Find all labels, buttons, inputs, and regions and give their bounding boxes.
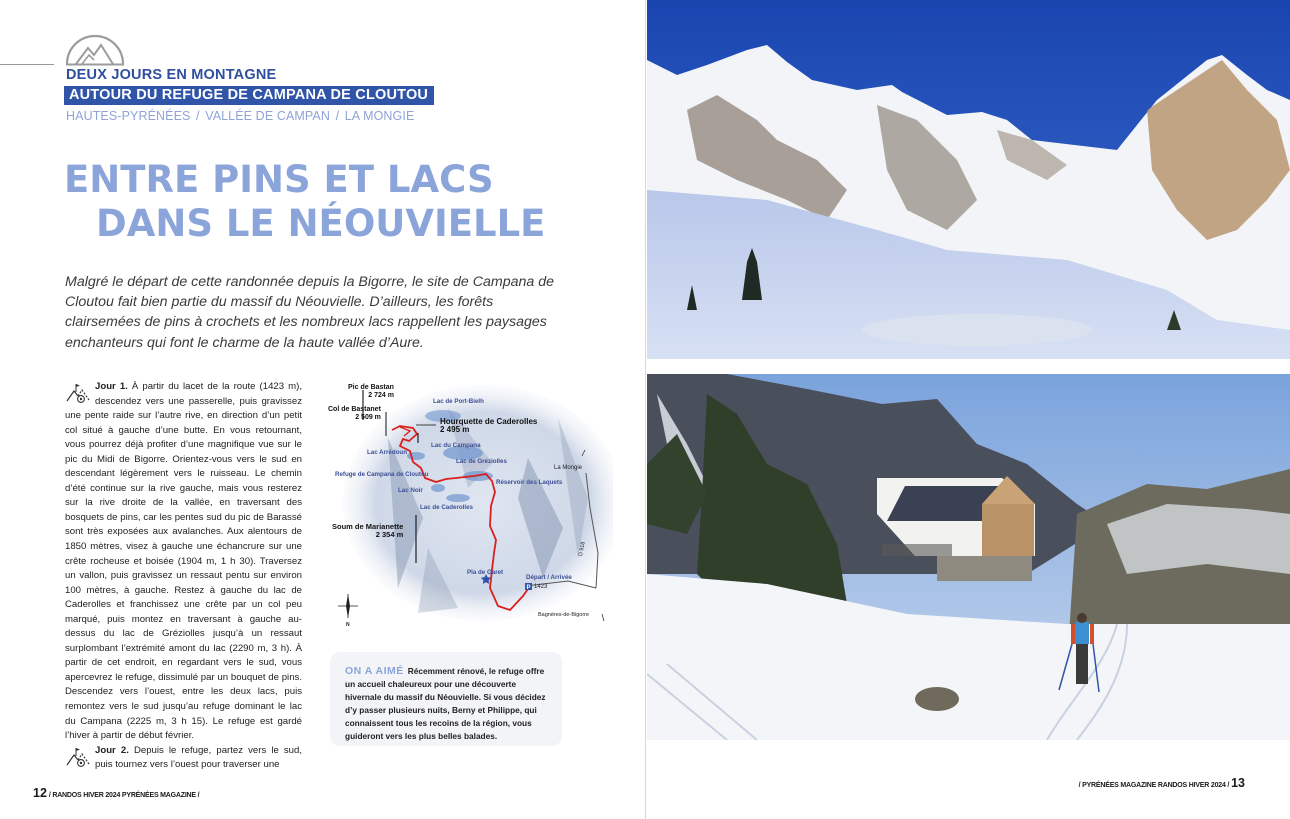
folio-left [33, 786, 199, 800]
on-a-aime-tag: ON A AIMÉ [345, 665, 404, 677]
title-line-1: ENTRE PINS ET LACS [64, 158, 494, 201]
refuge-snowshoe-hiker-photo [647, 374, 1290, 740]
map-reservoir-laquets: Réservoir des Laquets [496, 479, 563, 486]
on-a-aime-box [330, 652, 562, 746]
day-1-text: À partir du lacet de la route (1423 m), descendez vers une passerelle, puis gravissez une pente raide sur l’autre rive, en direction d’un petit col situé à gauche d’une butte. En vous retournant, vous pourrez déjà profiter d’une magnifique vue sur le pic du Midi de Bigorre. Orientez-vous vers le sud en descendant légèrement vers le ruisseau. Le chemin d’été continue sur la rive gauche, mais vous resterez sur la rive droite de la vallée, en traversant des bosquets de pins, car les pentes sud du pic de Barassé sont très exposées aux avalanches. Aux alentours de 1850 mètres, visez à gauche une échancrure sur une crête rocheuse et boisée (1904 m, 1 h 30). Traversez un vallon, puis gravissez un ressaut pentu sur environ 100 mètres, à gauche. Restez à gauche du lac de Caderolles et franchissez une crête par un col peu marqué, puis montez en traversant à gauche au-dessus du lac de Gréziolles jusqu’à un ressaut surplombant l’extrémité amont du lac (2290 m, 3 h). À partir de cet endroit, en regardant vers le sud, vous apercevrez le refuge, dissimulé par un bouquet de pins. Descendez vers l’ouest, entre les deux lacs, puis remontez vers le sud jusqu’au refuge dominant le lac du Campana (2225 m, 3 h 15). Le refuge est gardé l’hiver à partir de début février. [65, 381, 302, 742]
map-pla-de-garet: Pla de Garet [467, 569, 504, 576]
map-la-mongie: La Mongie [554, 465, 583, 471]
map-refuge-label: Refuge de Campana de Cloutou [335, 471, 429, 478]
map-road-d918: D 918 [578, 541, 587, 557]
breadcrumb-town: LA MONGIE [344, 109, 415, 123]
day-1-paragraph [65, 380, 302, 744]
day-1-label: Jour 1. [95, 381, 128, 392]
map-peak-bastanet: Col de Bastanet 2 509 m [328, 406, 381, 421]
map-lake-caderolles: Lac de Caderolles [420, 504, 473, 511]
map-peak-bastan: Pic de Bastan 2 724 m [348, 384, 394, 399]
compass-rose-icon [338, 594, 358, 628]
map-bagneres: Bagnères-de-Bigorre [538, 612, 590, 618]
article-title [64, 158, 545, 246]
page-number-right: 13 [1231, 776, 1245, 790]
map-lake-campana: Lac du Campana [431, 442, 481, 449]
route-map [328, 378, 613, 628]
hiker-icon [65, 745, 91, 769]
right-page [645, 0, 1290, 819]
map-peak-soum: Soum de Marianette 2 354 m [332, 522, 404, 539]
title-line-2: DANS LE NÉOUVIELLE [96, 202, 546, 245]
breadcrumb-region: HAUTES-PYRÉNÉES [66, 109, 191, 123]
breadcrumb-separator: / [335, 109, 340, 123]
day-2-text: Depuis le refuge, partez vers le sud, puis tournez vers l’ouest pour traverser une [95, 744, 302, 771]
article-lede: Malgré le départ de cette randonnée depuis la Bigorre, le site de Campana de Cloutou fait bien partie du massif du Néouvielle. D’ailleurs, les forêts clairsemées de pins à crochets et les nombreux lacs rappellent les paysages enchanteurs qui font le charme de la haute vallée d’Aure. [65, 274, 554, 351]
folio-left-text: / RANDOS HIVER 2024 PYRÉNÉES MAGAZINE / [48, 792, 200, 799]
article-body [65, 380, 302, 773]
map-start-finish: Départ / Arrivée [526, 574, 572, 581]
breadcrumb-valley: VALLÉE DE CAMPAN [205, 109, 330, 123]
svg-text:P: P [526, 585, 531, 591]
day-2-paragraph [65, 744, 302, 773]
map-peak-hourquette: Hourquette de Caderolles 2 495 m [440, 417, 538, 434]
snowy-peaks-frozen-lake-photo [647, 0, 1290, 359]
on-a-aime-text: Récemment rénové, le refuge offre un accueil chaleureux pour une découverte hivernale du massif du Néouvielle. Si vous décidez d’y passer plusieurs nuits, Berny et Philippe, qui connaissent tous les recoins de la région, vous guideront vers les plus belles balades. [345, 666, 546, 741]
map-lake-arredoun: Lac Arrédoun [367, 449, 407, 456]
section-kicker: DEUX JOURS EN MONTAGNE [66, 67, 277, 83]
map-parking-alt: 1423 [534, 584, 548, 590]
folio-right [1079, 776, 1245, 790]
breadcrumb-separator: / [196, 109, 200, 123]
hiker-icon [65, 381, 91, 405]
map-lake-noir: Lac Noir [398, 487, 423, 494]
day-2-label: Jour 2. [95, 744, 129, 756]
folio-right-text: / PYRÉNÉES MAGAZINE RANDOS HIVER 2024 / [1078, 782, 1230, 789]
section-banner: AUTOUR DU REFUGE DE CAMPANA DE CLOUTOU [64, 86, 434, 105]
breadcrumb [66, 109, 414, 123]
svg-text:N: N [346, 622, 350, 628]
map-lake-port-bielh: Lac de Port-Bielh [433, 398, 484, 405]
header-rule [0, 64, 54, 65]
mountain-arc-icon [64, 34, 126, 66]
map-lake-greziolles: Lac de Gréziolles [456, 458, 507, 465]
page-number-left: 12 [33, 786, 47, 800]
